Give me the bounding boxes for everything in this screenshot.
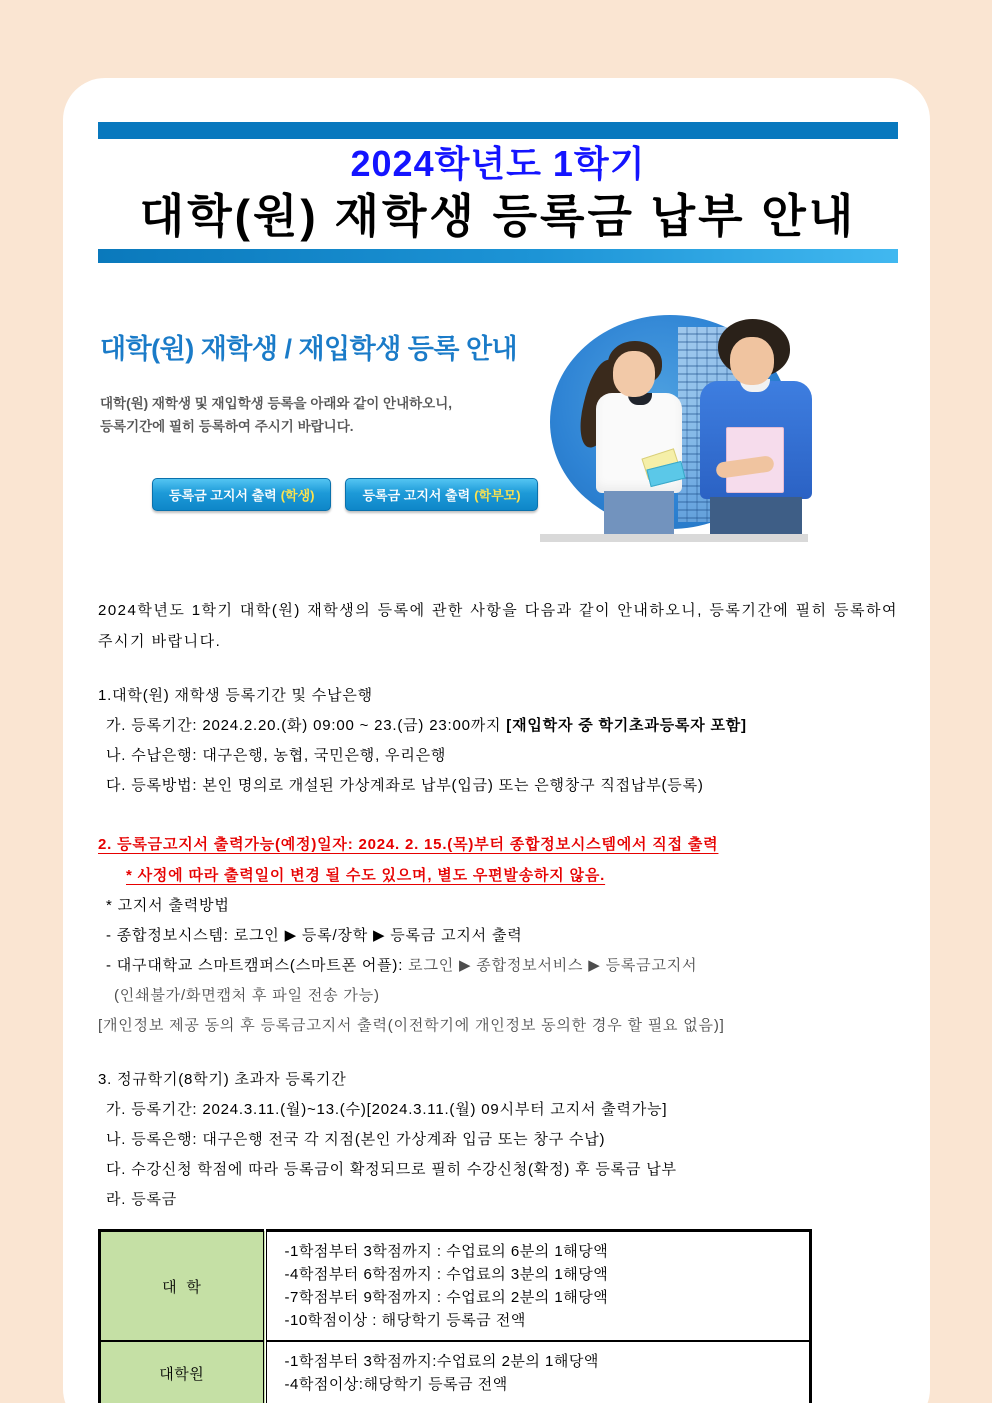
students-photo bbox=[540, 299, 898, 545]
univ-fee-line-2: -4학점부터 6학점까지 : 수업료의 3분의 1해당액 bbox=[284, 1266, 609, 1283]
section1-item-period-bold: [재입학자 중 학기초과등록자 포함] bbox=[506, 717, 747, 734]
section3-item-credits: 다. 수강신청 학점에 따라 등록금이 확정되므로 필히 수강신청(확정) 후 등록금 납부 bbox=[106, 1161, 677, 1178]
section2-red-heading: 2. 등록금고지서 출력가능(예정)일자: 2024. 2. 15.(목)부터 종합정보시스템에서 직접 출력 bbox=[98, 836, 719, 853]
banner-subtitle-line1: 대학(원) 재학생 및 재입학생 등록을 아래와 같이 안내하오니, bbox=[100, 396, 452, 411]
header-gradient-bar bbox=[98, 249, 898, 263]
row-label-gradschool: 대학원 bbox=[100, 1341, 265, 1403]
header-top-bar bbox=[98, 122, 898, 139]
grad-fee-line-1: -1학점부터 3학점까지:수업료의 2분의 1해당액 bbox=[284, 1353, 599, 1370]
section1-item-period-text: 가. 등록기간: 2024.2.20.(화) 09:00 ~ 23.(금) 23:00까지 bbox=[106, 717, 507, 734]
univ-fee-line-1: -1학점부터 3학점까지 : 수업료의 6분의 1해당액 bbox=[284, 1243, 609, 1260]
row-desc-university bbox=[265, 1231, 811, 1342]
section2-print-restriction: (인쇄불가/화면캡처 후 파일 전송 가능) bbox=[114, 987, 380, 1004]
section-extra-semester bbox=[98, 1065, 898, 1215]
banner-subtitle bbox=[100, 392, 570, 438]
section2-red-note: * 사정에 따라 출력일이 변경 될 수도 있으며, 별도 우편발송하지 않음. bbox=[126, 867, 606, 884]
section2-smartcampus-steps: 로그인 ▶ 종합정보서비스 ▶ 등록금고지서 bbox=[408, 957, 698, 974]
print-bill-student-suffix: (학생) bbox=[280, 488, 315, 503]
univ-fee-line-3: -7학점부터 9학점까지 : 수업료의 2분의 1해당액 bbox=[284, 1289, 609, 1306]
section1-heading: 1.대학(원) 재학생 등록기간 및 수납은행 bbox=[98, 687, 373, 704]
semester-label: 2024학년도 1학기 bbox=[350, 143, 646, 184]
print-bill-student-button[interactable] bbox=[152, 478, 331, 511]
photo-floor-strip bbox=[540, 534, 808, 542]
intro-paragraph: 2024학년도 1학기 대학(원) 재학생의 등록에 관한 사항을 다음과 같이 안내하오니, 등록기간에 필히 등록하여 주시기 바랍니다. bbox=[98, 602, 898, 650]
section3-item-period: 가. 등록기간: 2024.3.11.(월)~13.(수)[2024.3.11.(월) 09시부터 고지서 출력가능] bbox=[106, 1101, 668, 1118]
print-bill-parent-label: 등록금 고지서 출력 bbox=[362, 488, 471, 503]
registration-banner bbox=[98, 299, 898, 545]
table-row-gradschool bbox=[100, 1341, 811, 1403]
banner-buttons bbox=[152, 478, 570, 511]
section1-item-banks: 나. 수납은행: 대구은행, 농협, 국민은행, 우리은행 bbox=[106, 747, 447, 764]
section3-item-fee: 라. 등록금 bbox=[106, 1191, 178, 1208]
female-student-illustration bbox=[582, 341, 700, 541]
section2-privacy-note: [개인정보 제공 동의 후 등록금고지서 출력(이전학기에 개인정보 동의한 경우 할 필요 없음)] bbox=[98, 1017, 725, 1034]
section-bill-print bbox=[98, 829, 898, 1041]
notice-card bbox=[63, 78, 930, 1403]
banner-title: 대학(원) 재학생 / 재입학생 등록 안내 bbox=[100, 334, 518, 364]
section2-portal-path: - 종합정보시스템: 로그인 ▶ 등록/장학 ▶ 등록금 고지서 출력 bbox=[106, 927, 523, 944]
print-bill-parent-suffix: (학부모) bbox=[474, 488, 521, 503]
row-desc-gradschool bbox=[265, 1341, 811, 1403]
print-bill-student-label: 등록금 고지서 출력 bbox=[169, 488, 277, 503]
section2-smartcampus-label: - 대구대학교 스마트캠퍼스(스마트폰 어플): bbox=[106, 957, 409, 974]
section2-smartcampus-path bbox=[98, 951, 898, 981]
section-registration-period bbox=[98, 681, 898, 801]
section3-item-bank: 나. 등록은행: 대구은행 전국 각 지점(본인 가상계좌 입금 또는 창구 수납) bbox=[106, 1131, 606, 1148]
banner-text-block bbox=[100, 327, 570, 511]
grad-fee-line-2: -4학점이상:해당학기 등록금 전액 bbox=[284, 1376, 508, 1393]
section1-item-method: 다. 등록방법: 본인 명의로 개설된 가상계좌로 납부(입금) 또는 은행창구 직접납부(등록) bbox=[106, 777, 704, 794]
notice-content bbox=[63, 78, 930, 1403]
page-title: 대학(원) 재학생 등록금 납부 안내 bbox=[139, 190, 857, 242]
banner-subtitle-line2: 등록기간에 필히 등록하여 주시기 바랍니다. bbox=[100, 419, 354, 434]
girl-face bbox=[613, 351, 655, 397]
section3-heading: 3. 정규학기(8학기) 초과자 등록기간 bbox=[98, 1071, 347, 1088]
row-label-university: 대 학 bbox=[100, 1231, 265, 1342]
section1-item-period bbox=[98, 711, 898, 741]
univ-fee-line-4: -10학점이상 : 해당학기 등록금 전액 bbox=[284, 1312, 526, 1329]
table-row-university bbox=[100, 1231, 811, 1342]
print-bill-parent-button[interactable] bbox=[345, 478, 537, 511]
boy-face bbox=[730, 337, 774, 385]
male-student-illustration bbox=[692, 319, 832, 541]
section2-print-method-heading: * 고지서 출력방법 bbox=[106, 897, 230, 914]
tuition-fee-table bbox=[98, 1229, 812, 1403]
